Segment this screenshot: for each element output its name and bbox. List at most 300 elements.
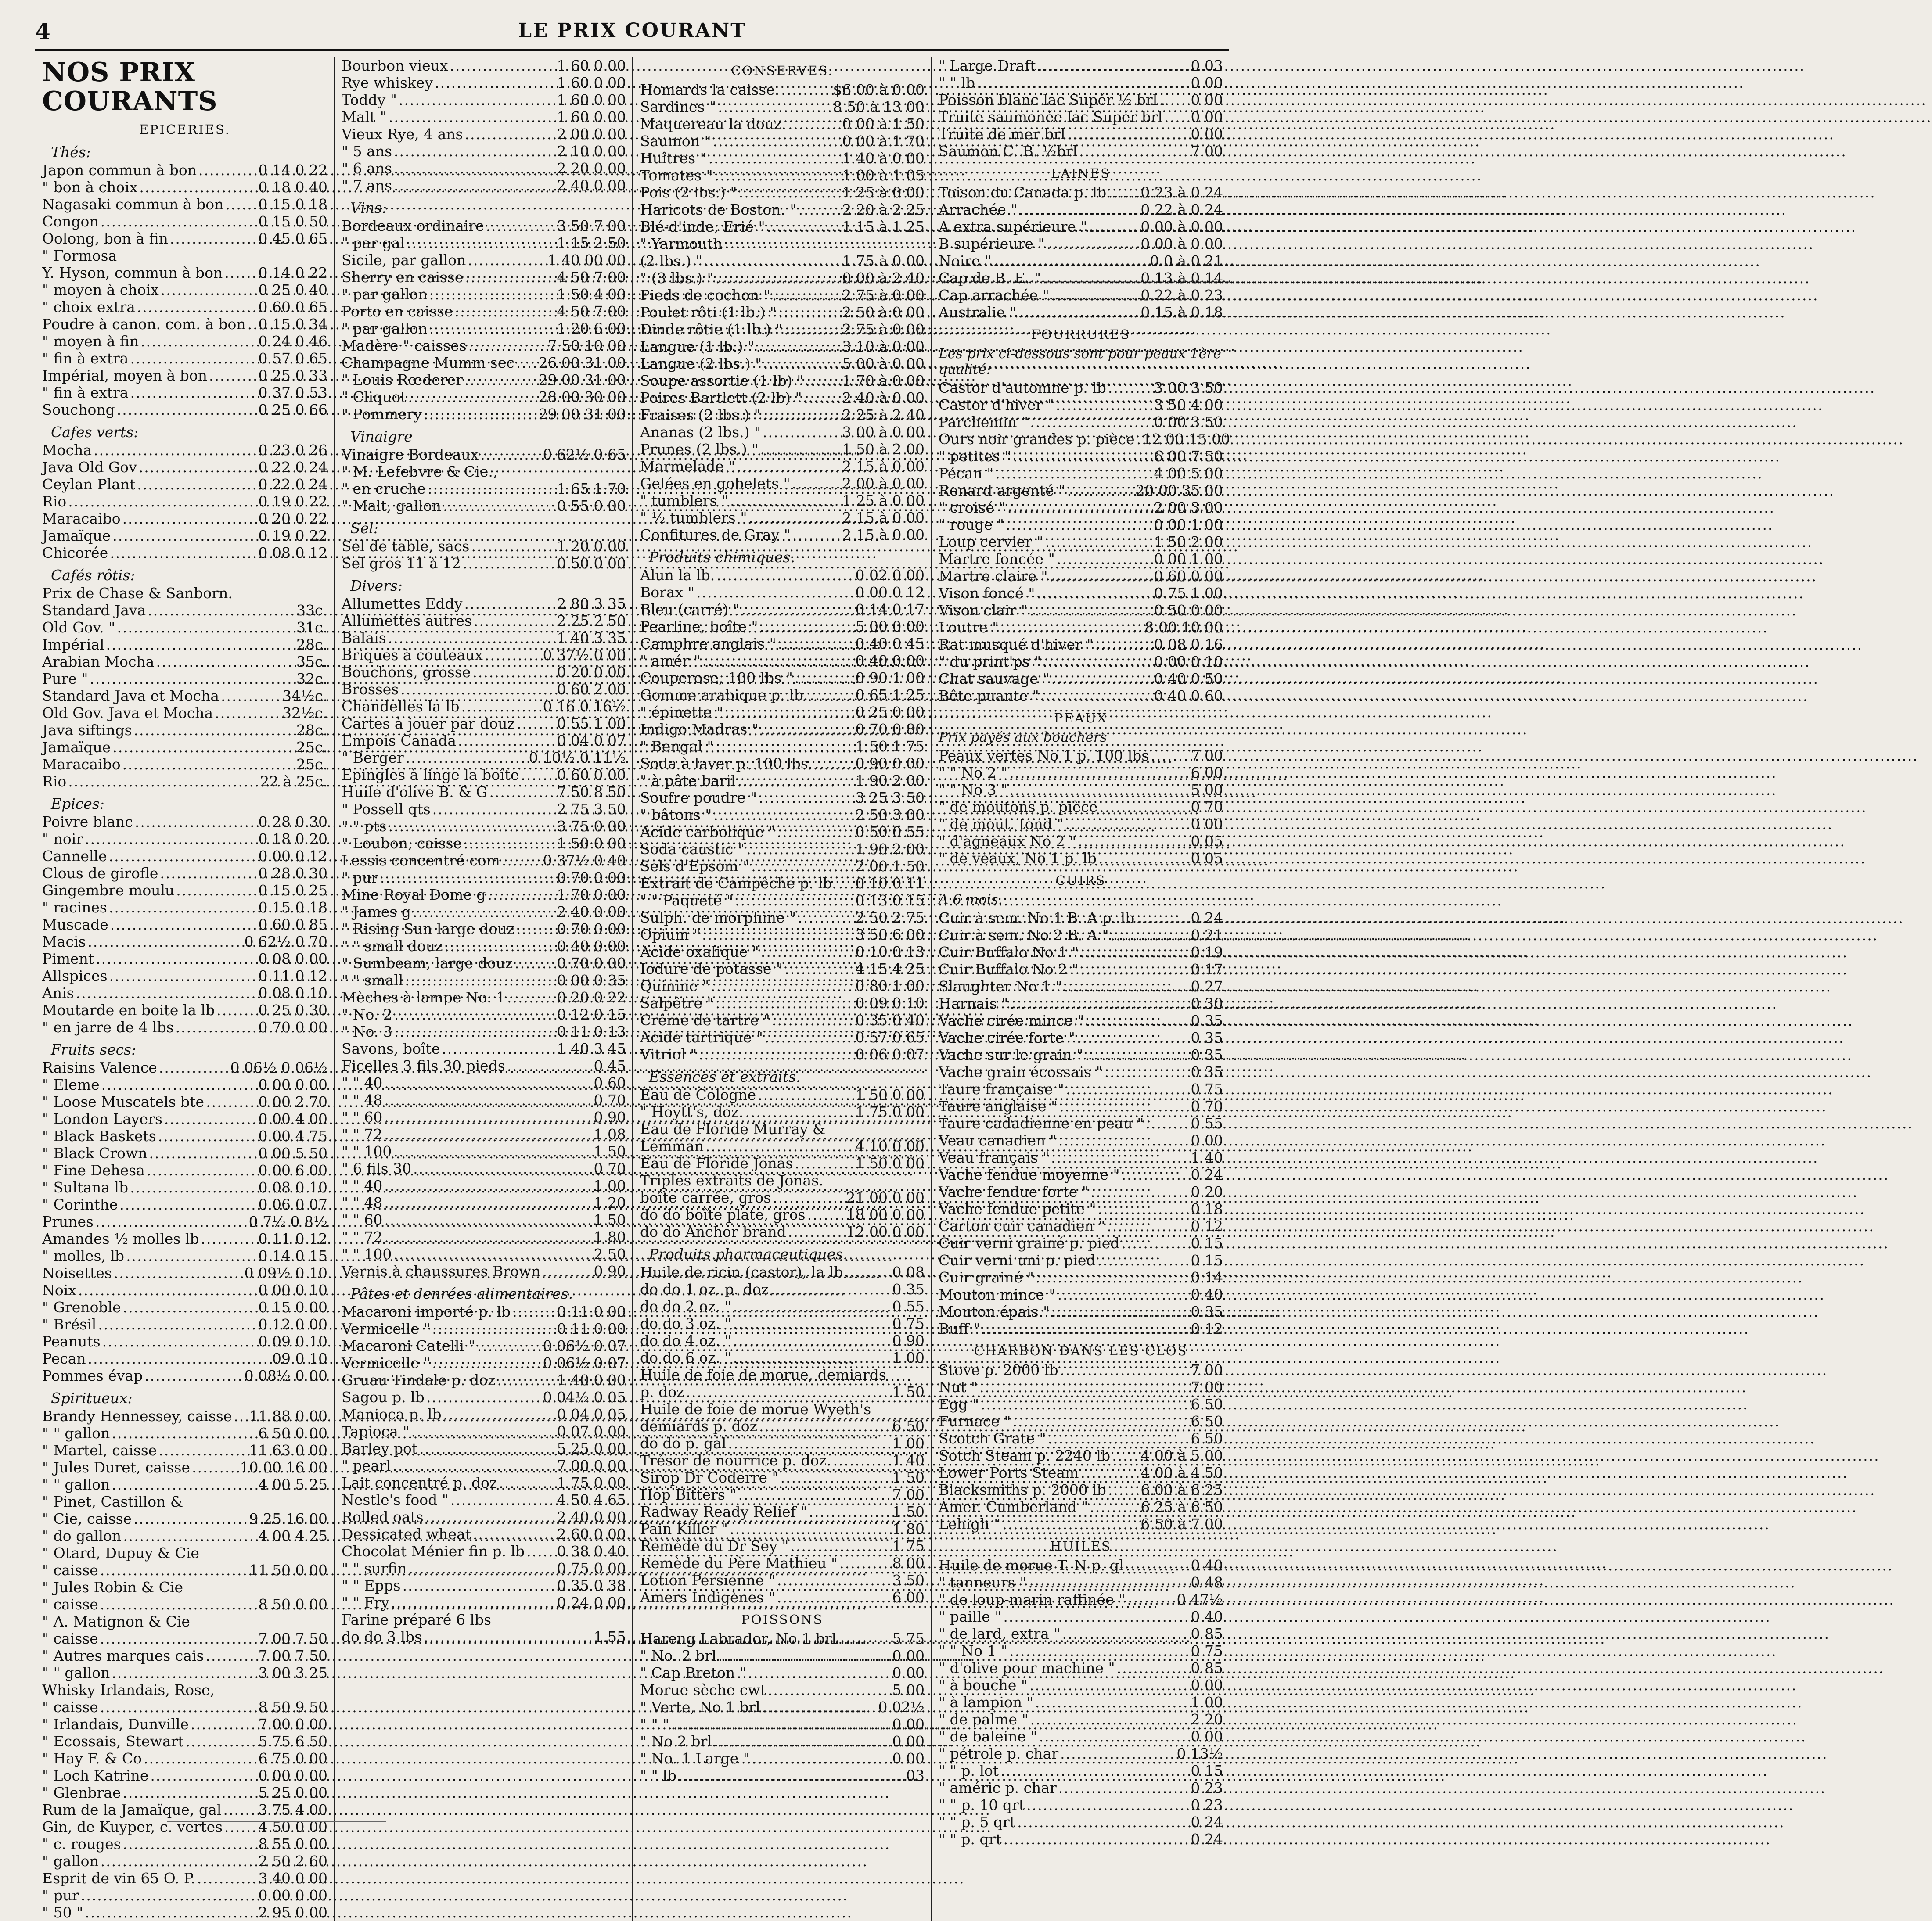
price-row <box>939 944 1223 961</box>
price-row <box>640 1630 925 1647</box>
item-price: 3 50 7 00 <box>557 217 626 234</box>
item-label: Huile d'olive B. & G <box>342 783 488 801</box>
item-label: Toison du Canada p. lb <box>939 184 1107 201</box>
price-row <box>342 74 626 91</box>
item-price: 0 05 <box>1191 850 1223 867</box>
price-row <box>42 1019 327 1036</box>
item-label: " No. 3 <box>342 1023 392 1040</box>
item-label: " " gallon <box>42 1476 110 1493</box>
item-label: Brosses <box>342 681 399 698</box>
item-price: 0 30 <box>1191 995 1223 1012</box>
leader-dots <box>411 1423 555 1440</box>
price-row <box>640 389 925 406</box>
leader-dots <box>100 1630 257 1647</box>
item-label: B supérieure " <box>939 235 1045 252</box>
price-row <box>939 764 1223 781</box>
item-label: Standard Java <box>42 602 146 619</box>
leader-dots <box>409 1560 555 1577</box>
item-price: 5 00 à 0 00 <box>842 355 925 372</box>
price-row <box>640 1469 925 1486</box>
item-price: 8 00 10 00 <box>1144 619 1223 636</box>
price-row <box>342 388 626 406</box>
leader-dots <box>139 459 257 476</box>
price-row <box>342 1594 626 1611</box>
item-price: 1 60 0 00 <box>557 108 626 126</box>
item-label: " Yarmouth <box>640 235 723 252</box>
item-label: Chicorée <box>42 544 108 561</box>
item-label: Cuir verni uni p. pied <box>939 1252 1096 1269</box>
item-label: Iodure de potasse " <box>640 960 783 977</box>
item-price: 0 15 0 25 <box>258 882 327 899</box>
item-label: Soupe assortie (1 lb) " <box>640 372 804 389</box>
item-price: 0 04½ 0 05 <box>543 1389 626 1406</box>
leader-dots <box>1137 431 1141 448</box>
leader-dots <box>112 739 295 756</box>
leader-dots <box>833 1452 890 1469</box>
price-row <box>342 1160 626 1177</box>
item-price: 2 40 0 00 <box>557 177 626 194</box>
item-price: 6 50 0 00 <box>258 1425 327 1442</box>
leader-dots <box>805 372 840 389</box>
price-row <box>939 1396 1223 1413</box>
price-row <box>640 287 925 304</box>
price-row <box>42 1750 327 1767</box>
price-row <box>42 1316 327 1333</box>
item-price: 0 14 0 22 <box>258 162 327 179</box>
item-price: 7 50 8 50 <box>557 783 626 801</box>
item-label: " Cliquot <box>342 388 407 406</box>
leader-dots <box>90 670 295 687</box>
price-row <box>939 1361 1223 1379</box>
leader-dots <box>1039 1728 1189 1745</box>
leader-dots <box>1136 909 1189 926</box>
item-label: Vache sur le grain " <box>939 1046 1083 1063</box>
item-price: 1 50 à 2 00 <box>842 441 925 458</box>
item-label: " Black Crown <box>42 1145 148 1162</box>
item-price: 0 25 0 40 <box>258 281 327 298</box>
item-price: 1 40 à 0 00 <box>842 150 925 167</box>
item-label: Radway Ready Relief " <box>640 1503 807 1520</box>
leader-dots <box>400 681 555 698</box>
leader-dots <box>117 401 257 418</box>
price-row <box>342 1040 626 1057</box>
leader-dots <box>1059 1098 1189 1115</box>
item-price: 0 15 0 34 <box>258 316 327 333</box>
item-price: 31c. <box>296 619 327 636</box>
item-label: Lower Ports Steam <box>939 1464 1079 1481</box>
item-label: Rat musqué d'hiver " <box>939 636 1094 653</box>
item-label: Acide oxalique " <box>640 943 759 960</box>
item-label: " Possell qts <box>342 801 431 818</box>
item-price: 3 75 4 00 <box>258 1801 327 1818</box>
leader-dots <box>1051 670 1152 687</box>
item-price: 1 75 0 00 <box>855 1103 925 1120</box>
leader-dots <box>733 1298 891 1315</box>
leader-dots <box>101 1076 257 1093</box>
leader-dots <box>122 510 257 527</box>
item-price: 11 88 0 00 <box>249 1408 327 1425</box>
item-label: " " 100 <box>342 1143 392 1160</box>
item-price: 4 00 à 4 50 <box>1140 1464 1223 1481</box>
leader-dots <box>176 1019 257 1036</box>
item-price: 7 00 0 00 <box>258 1716 327 1733</box>
leader-dots <box>839 1555 890 1572</box>
price-row <box>42 476 327 493</box>
leader-dots <box>424 406 537 423</box>
item-price: 1 08 <box>594 1126 626 1143</box>
price-row <box>939 235 1223 252</box>
item-label: Quinine " <box>640 977 709 995</box>
item-label: Australie " <box>939 304 1017 321</box>
item-label: Pearline, boîte " <box>640 618 758 635</box>
section-title: POISSONS <box>741 1612 824 1627</box>
item-price: 6 50 <box>1191 1396 1223 1413</box>
item-price: 0 40 0 00 <box>557 937 626 955</box>
price-row <box>939 57 1223 74</box>
price-row <box>939 961 1223 978</box>
item-price: 0 00 0 00 <box>258 1887 327 1904</box>
leader-dots <box>1111 926 1189 944</box>
item-price: 0 23 <box>1191 1796 1223 1813</box>
leader-dots <box>507 1057 592 1074</box>
price-row <box>640 1315 925 1332</box>
price-row <box>342 1526 626 1543</box>
section-title: PEAUX <box>1054 711 1108 725</box>
item-price: 0 70 0 00 <box>557 869 626 886</box>
item-price: 33c. <box>296 602 327 619</box>
item-price: 0 55 <box>1191 1115 1223 1132</box>
item-label: " bâtons " <box>640 806 712 823</box>
price-row <box>640 492 925 509</box>
item-label: " noir <box>42 830 83 847</box>
item-label: " Brésil <box>42 1316 97 1333</box>
price-row <box>939 636 1223 653</box>
item-label: do do 6 oz. " <box>640 1349 731 1366</box>
item-label: " Jules Robin & Cie <box>42 1579 183 1596</box>
item-price: 0 08 0 00 <box>258 950 327 967</box>
item-label: " 50 " <box>42 1904 83 1921</box>
price-row <box>640 1418 925 1435</box>
item-label: Hop Bitters " <box>640 1486 737 1503</box>
item-price: 0 08½ 0 00 <box>244 1367 327 1384</box>
price-row <box>342 371 626 388</box>
item-price: 0 02 0 00 <box>855 567 925 584</box>
item-price: 0 00 1 00 <box>1154 550 1223 567</box>
price-row <box>42 653 327 670</box>
price-row <box>640 406 925 424</box>
price-row <box>640 721 925 738</box>
price-row <box>939 465 1223 482</box>
leader-dots <box>760 618 854 635</box>
item-price: 5 00 <box>1191 781 1223 798</box>
leader-dots <box>516 354 537 371</box>
price-row <box>640 772 925 789</box>
price-row <box>342 1474 626 1491</box>
item-price: 0 00 <box>892 1733 925 1750</box>
item-label: Bourbon vieux <box>342 57 448 74</box>
leader-dots <box>788 1223 845 1240</box>
price-row <box>342 886 626 903</box>
item-label: " fin à extra <box>42 350 129 367</box>
item-price: 7 00 <box>892 1486 925 1503</box>
item-price: 2 50 2 60 <box>258 1853 327 1870</box>
price-row <box>640 1298 925 1315</box>
item-price: 0 50 0 00 <box>1154 602 1223 619</box>
price-row <box>342 1491 626 1508</box>
item-price: 7 00 <box>1191 747 1223 764</box>
price-row <box>42 1299 327 1316</box>
leader-dots <box>1086 1012 1189 1029</box>
item-price: 0 14 <box>1191 1269 1223 1286</box>
item-price: 0 13½ <box>1176 1745 1223 1762</box>
leader-dots <box>497 1372 555 1389</box>
leader-dots <box>419 1440 555 1457</box>
item-label: Vache fendue moyenne " <box>939 1166 1120 1183</box>
leader-dots <box>156 653 295 670</box>
item-label: Old Gov. Java et Mocha <box>42 704 213 722</box>
price-row <box>640 738 925 755</box>
item-price: 1 65 1 70 <box>557 480 626 497</box>
item-label: Oolong, bon à fin <box>42 230 168 247</box>
header-rule <box>35 49 1229 54</box>
item-label: Bête puante " <box>939 687 1039 704</box>
item-label: Castor d'hiver " <box>939 396 1054 413</box>
item-price: 1 20 6 00 <box>557 320 626 337</box>
price-row <box>640 1086 925 1103</box>
price-row <box>640 98 925 115</box>
item-price: 3 10 à 0 00 <box>842 338 925 355</box>
item-price: 1 20 <box>594 1194 626 1211</box>
item-label: Tomates " <box>640 167 713 184</box>
item-label: Sirop Dr Coderre " <box>640 1469 779 1486</box>
leader-dots <box>1090 1183 1189 1200</box>
leader-dots <box>221 687 281 704</box>
price-row <box>342 1006 626 1023</box>
price-row <box>42 1818 327 1835</box>
price-row <box>42 1647 327 1664</box>
price-row <box>42 882 327 899</box>
item-label: Cuir Buffalo No 1 " <box>939 944 1079 961</box>
leader-dots <box>489 783 555 801</box>
leader-dots <box>979 1379 1189 1396</box>
price-row <box>939 1269 1223 1286</box>
item-price: 29 00 31 00 <box>538 406 626 423</box>
item-price: 0 70 0 00 <box>258 1019 327 1036</box>
leader-dots <box>216 1002 256 1019</box>
item-label: Saumon " <box>640 133 711 150</box>
item-label: " de veaux, No 1 p. lb <box>939 850 1097 867</box>
price-row <box>939 798 1223 815</box>
item-price: 2 80 3 35 <box>557 595 626 612</box>
item-label: " No. 1 Large " <box>640 1750 750 1767</box>
item-label: Carton cuir canadien " <box>939 1217 1105 1235</box>
item-label: " épinette " <box>640 704 723 721</box>
item-label: " caisse <box>42 1596 98 1613</box>
price-row <box>640 475 925 492</box>
item-price: 0 35 0 38 <box>557 1577 626 1594</box>
item-price: 0 00 4 75 <box>258 1127 327 1145</box>
leader-dots <box>1151 747 1189 764</box>
item-price: 0 70 0 80 <box>855 721 925 738</box>
leader-dots <box>119 1196 256 1213</box>
leader-dots <box>1013 448 1152 465</box>
item-price: 0 12 0 00 <box>258 1316 327 1333</box>
item-label: " Ecossais, Stewart <box>42 1733 184 1750</box>
item-price: 18 00 0 00 <box>846 1206 925 1223</box>
item-price: 5 25 0 00 <box>557 1440 626 1457</box>
item-label: " Loubon, caisse <box>342 835 462 852</box>
leader-dots <box>471 538 555 555</box>
leader-dots <box>788 115 840 133</box>
item-price: 2 40 à 0 00 <box>842 389 925 406</box>
leader-dots <box>234 1408 247 1425</box>
item-label: " " p. 5 qrt <box>939 1813 1016 1831</box>
item-price: 0 00 <box>1191 1728 1223 1745</box>
column-1 <box>35 57 334 1921</box>
item-label: Alun la lb. <box>640 567 715 584</box>
leader-dots <box>807 1206 845 1223</box>
item-label: " amér " <box>640 652 701 669</box>
price-row <box>939 747 1223 764</box>
leader-dots <box>1090 1498 1139 1515</box>
item-label: Vitriol " <box>640 1046 697 1063</box>
item-label: Sulph. de morphine " <box>640 909 796 926</box>
item-label: " pur <box>342 869 378 886</box>
leader-dots <box>1066 1081 1189 1098</box>
price-row <box>640 304 925 321</box>
price-row <box>42 1493 327 1510</box>
item-label: Allspices <box>42 967 108 984</box>
item-label: " " small <box>342 972 403 989</box>
item-price: 0 00 à 0 00 <box>1140 218 1223 235</box>
item-label: " par gal <box>342 234 405 251</box>
item-label: Briques à couteaux <box>342 646 483 664</box>
price-row <box>342 538 626 555</box>
item-price: 1 15 à 1 25 <box>842 218 925 235</box>
leader-dots <box>752 1750 891 1767</box>
item-label: Renard argenté " <box>939 482 1065 499</box>
leader-dots <box>1108 1481 1139 1498</box>
price-row <box>939 1591 1223 1608</box>
item-label: " " " <box>640 1716 669 1733</box>
leader-dots <box>1117 1659 1189 1677</box>
price-row <box>42 1681 327 1698</box>
price-row <box>939 1447 1223 1464</box>
item-price: 7 00 7 50 <box>258 1647 327 1664</box>
section-note: Les prix ci-dessous sont pour peaux 1ère qualité: <box>939 346 1221 377</box>
item-label: Huile de morue T. N p. gl <box>939 1557 1124 1574</box>
price-row <box>42 1767 327 1784</box>
item-price: 0 22 0 24 <box>258 459 327 476</box>
item-label: Poudre à canon. com. à bon <box>42 316 246 333</box>
item-price: 1 40 3 35 <box>557 629 626 646</box>
leader-dots <box>480 446 541 463</box>
leader-dots <box>394 143 555 160</box>
item-label: " Fine Dehesa <box>42 1162 145 1179</box>
item-price: 22 à 25c. <box>260 773 327 790</box>
leader-dots <box>88 1350 270 1367</box>
item-label: Vieux Rye, 4 ans <box>342 126 463 143</box>
leader-dots <box>1004 1831 1189 1848</box>
price-row <box>42 1613 327 1630</box>
price-row <box>42 367 327 384</box>
price-row <box>342 446 626 463</box>
item-price: 2 50 3 00 <box>855 806 925 823</box>
price-row <box>42 1282 327 1299</box>
leader-dots <box>394 1006 555 1023</box>
item-price: 0 10½ 0 11½ <box>529 749 626 766</box>
page-number: 4 <box>35 18 50 44</box>
item-label: do do 1 oz. p. doz <box>640 1281 769 1298</box>
item-label: Jamaïque <box>42 527 111 544</box>
leader-dots <box>1122 1166 1189 1183</box>
item-label: " " lb <box>939 74 975 91</box>
item-price: 1 00 <box>1191 1694 1223 1711</box>
leader-dots <box>718 98 831 115</box>
price-row <box>342 920 626 937</box>
item-price: 0 57 0 65 <box>855 1029 925 1046</box>
item-label: Lehigh " <box>939 1515 1001 1533</box>
price-row <box>42 1213 327 1230</box>
item-label: Allumettes autres <box>342 612 472 629</box>
item-label: Taure cadadienne en peau " <box>939 1115 1144 1132</box>
price-row <box>939 1574 1223 1591</box>
leader-dots <box>425 1508 555 1526</box>
item-price: 0 25 0 33 <box>258 367 327 384</box>
item-label: " " 72 <box>342 1228 383 1246</box>
item-price: 2 60 0 00 <box>557 1526 626 1543</box>
item-label: Maracaibo <box>42 510 121 527</box>
item-price: 0 11 0 00 <box>557 1320 626 1337</box>
leader-dots <box>716 567 853 584</box>
item-label: Rum de la Jamaïque, gal <box>42 1801 222 1818</box>
item-label: Farine préparé 6 lbs <box>342 1611 492 1628</box>
item-label: demiards p. doz <box>640 1418 757 1435</box>
item-label: Poivre blanc <box>42 813 133 830</box>
price-row <box>342 1457 626 1474</box>
item-price: 0 04 0 07 <box>557 732 626 749</box>
leader-dots <box>1007 499 1152 516</box>
item-price: 6 75 0 00 <box>258 1750 327 1767</box>
leader-dots <box>428 480 555 497</box>
item-label: Gomme arabique p. lb. <box>640 686 808 704</box>
leader-dots <box>1036 1269 1189 1286</box>
price-row <box>42 704 327 722</box>
item-label: Chocolat Ménier fin p. lb <box>342 1543 525 1560</box>
item-label: (2 lbs.) " <box>640 252 703 269</box>
item-price: 0 0 à 0 21 <box>1150 252 1223 269</box>
item-label: " Pinet, Castillon & <box>42 1493 183 1510</box>
leader-dots <box>123 1299 257 1316</box>
column-2 <box>334 57 632 1921</box>
leader-dots <box>464 835 555 852</box>
leader-dots <box>763 355 840 372</box>
item-price: 32½c. <box>282 704 327 722</box>
leader-dots <box>461 698 541 715</box>
item-label: Allumettes Eddy <box>342 595 463 612</box>
item-price: 0 15 0 50 <box>258 213 327 230</box>
leader-dots <box>109 967 257 984</box>
item-price: 7 00 0 00 <box>557 1457 626 1474</box>
item-label: " pearl <box>342 1457 391 1474</box>
price-row <box>342 1611 626 1628</box>
leader-dots <box>814 755 853 772</box>
leader-dots <box>718 1647 891 1664</box>
item-price: 2 40 0 00 <box>557 903 626 920</box>
item-price: 6 00 <box>892 1589 925 1606</box>
item-price: 0 70 0 00 <box>557 955 626 972</box>
item-price: 28c. <box>296 722 327 739</box>
